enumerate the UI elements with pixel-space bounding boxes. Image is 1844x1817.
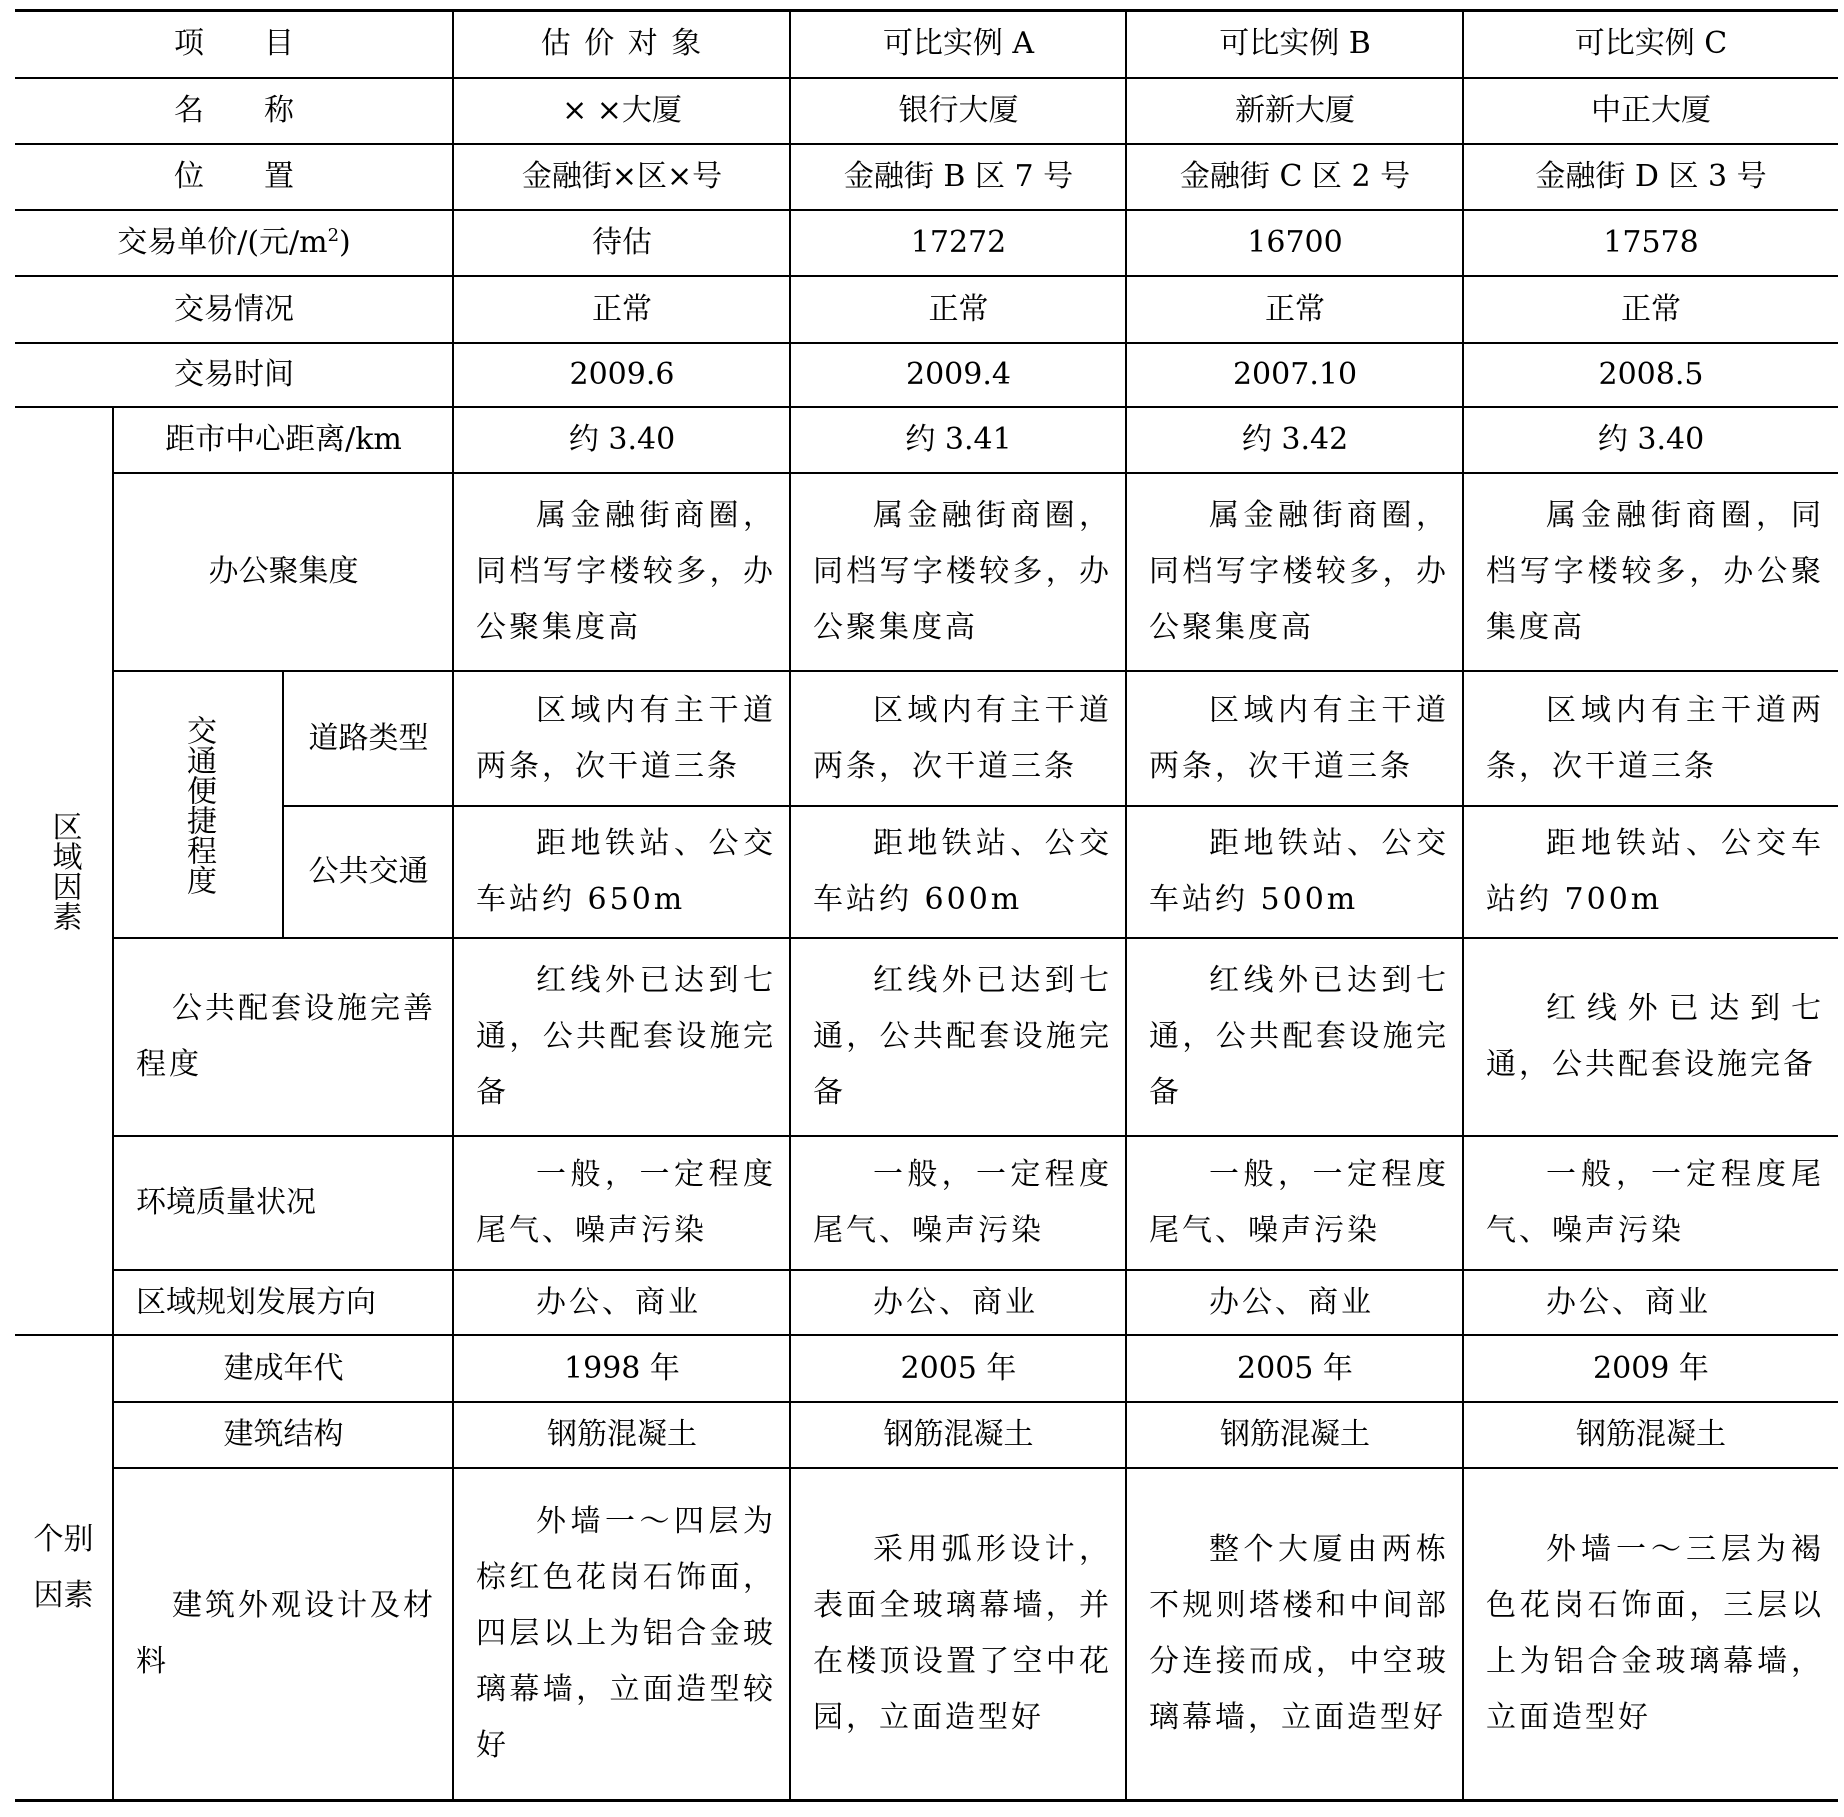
- cell-value: 2009 年: [1593, 1350, 1709, 1386]
- cell-value: 红线外已达到七通，公共配套设施完备: [1149, 963, 1449, 1110]
- cell-value: 办公、商业: [873, 1284, 1038, 1320]
- cell-value: 待估: [592, 225, 652, 260]
- category-regional-factors: [15, 408, 112, 1334]
- cell-value: 2009.6: [569, 357, 675, 392]
- cell-value: 区域内有主干道两条，次干道三条: [1149, 692, 1449, 784]
- row-label-road-type: [284, 672, 453, 805]
- row-label-distance: [114, 408, 453, 472]
- table-cell: [454, 1137, 790, 1269]
- table-cell: [454, 939, 790, 1135]
- table-cell: [1464, 1403, 1838, 1467]
- row-label: 办公聚集度: [208, 554, 359, 589]
- header-case-b-label: 可比实例 B: [1219, 26, 1371, 61]
- cell-value: 金融街 D 区 3 号: [1535, 159, 1767, 194]
- row-label-public-facilities: [114, 939, 453, 1135]
- row-label: 环境质量状况: [136, 1185, 316, 1220]
- table-cell: [791, 344, 1126, 406]
- table-cell: [1127, 474, 1463, 670]
- cell-value: 一般，一定程度尾气、噪声污染: [1486, 1157, 1824, 1248]
- cell-value: 距地铁站、公交车站约 700m: [1486, 826, 1824, 917]
- header-case-a-label: 可比实例 A: [882, 26, 1035, 61]
- cell-value: 距地铁站、公交车站约 500m: [1149, 826, 1449, 917]
- row-label-end: ): [339, 225, 351, 260]
- table-cell: [1127, 672, 1463, 805]
- superscript: 2: [327, 225, 340, 246]
- row-label: 交易情况: [174, 291, 294, 327]
- row-label: 位 置: [174, 159, 294, 194]
- header-case-c: [1464, 11, 1838, 77]
- table-cell: [1127, 1336, 1463, 1401]
- table-cell: [1127, 145, 1463, 209]
- table-cell: [454, 672, 790, 805]
- category-label-line2: 因素: [33, 1577, 94, 1613]
- table-cell: [454, 344, 790, 406]
- cell-value: 一般，一定程度尾气、噪声污染: [1149, 1157, 1449, 1248]
- table-cell: [1464, 79, 1838, 143]
- header-item-label: 项 目: [174, 26, 294, 61]
- cell-value: 属金融街商圈，同档写字楼较多，办公聚集度高: [476, 498, 776, 645]
- header-case-a: [791, 11, 1126, 77]
- table-cell: [1464, 1336, 1838, 1401]
- table-cell: [791, 277, 1126, 342]
- table-cell: [1464, 145, 1838, 209]
- table-cell: [454, 408, 790, 472]
- cell-value: 2008.5: [1598, 357, 1704, 392]
- cell-value: 约 3.41: [905, 422, 1012, 457]
- cell-value: 钢筋混凝土: [1220, 1417, 1370, 1452]
- cell-value: 中正大厦: [1591, 93, 1711, 128]
- table-cell: [1464, 474, 1838, 670]
- cell-value: 整个大厦由两栋不规则塔楼和中间部分连接而成，中空玻璃幕墙，立面造型好: [1149, 1532, 1449, 1735]
- category-label: 区域因素: [46, 811, 82, 931]
- table-cell: [1464, 1469, 1838, 1799]
- cell-value: 办公、商业: [1209, 1284, 1374, 1320]
- cell-value: 钢筋混凝土: [547, 1417, 697, 1452]
- cell-value: 属金融街商圈，同档写字楼较多，办公聚集度高: [813, 498, 1112, 645]
- table-cell: [1464, 807, 1838, 937]
- cell-value: 新新大厦: [1235, 93, 1355, 128]
- table-cell: [791, 939, 1126, 1135]
- table-bottom-border: [15, 1799, 1838, 1802]
- cell-value: 金融街 B 区 7 号: [843, 159, 1074, 194]
- row-label-year-built: [114, 1336, 453, 1401]
- cell-value: 2005 年: [1237, 1350, 1353, 1386]
- cell-value: 办公、商业: [1546, 1284, 1711, 1320]
- cell-value: 金融街×区×号: [521, 159, 723, 194]
- row-label-public-transit: [284, 807, 453, 937]
- table-cell: [1127, 1137, 1463, 1269]
- cell-value: 17272: [910, 225, 1007, 260]
- row-label: 建成年代: [223, 1350, 344, 1386]
- row-label: 建筑结构: [223, 1417, 344, 1452]
- cell-value: 17578: [1603, 225, 1699, 260]
- table-cell: [454, 1403, 790, 1467]
- cell-value: 银行大厦: [898, 93, 1019, 128]
- table-cell: [791, 1336, 1126, 1401]
- table-cell: [454, 1271, 790, 1334]
- row-label-transaction-status: [15, 277, 453, 342]
- table-cell: [1464, 211, 1838, 275]
- table-cell: [454, 474, 790, 670]
- row-label-transaction-date: [15, 344, 453, 406]
- table-cell: [1464, 672, 1838, 805]
- table-cell: [1127, 1469, 1463, 1799]
- cell-value: 正常: [1621, 291, 1681, 327]
- table-cell: [1464, 1137, 1838, 1269]
- category-individual-factors: [15, 1336, 112, 1799]
- cell-value: 办公、商业: [536, 1284, 701, 1320]
- row-label-unit-price: [15, 211, 453, 275]
- cell-value: 2009.4: [906, 357, 1011, 392]
- row-label-planning-direction: [114, 1271, 453, 1334]
- cell-value: 属金融街商圈，同档写字楼较多，办公聚集度高: [1486, 498, 1824, 645]
- row-label-location: [15, 145, 453, 209]
- cell-value: 红线外已达到七通，公共配套设施完备: [1486, 991, 1824, 1082]
- table-cell: [1127, 1403, 1463, 1467]
- table-cell: [791, 1271, 1126, 1334]
- table-cell: [1127, 1271, 1463, 1334]
- table-cell: [454, 211, 790, 275]
- table-cell: [791, 1469, 1126, 1799]
- table-cell: [454, 1336, 790, 1401]
- category-label-line1: 个别: [33, 1521, 94, 1557]
- cell-value: 正常: [592, 291, 652, 327]
- row-label: [117, 215, 351, 271]
- cell-value: 钢筋混凝土: [883, 1417, 1034, 1452]
- cell-value: 外墙一～三层为褐色花岗石饰面，三层以上为铝合金玻璃幕墙，立面造型好: [1486, 1532, 1824, 1735]
- cell-value: 红线外已达到七通，公共配套设施完备: [476, 963, 776, 1110]
- table-cell: [791, 474, 1126, 670]
- cell-value: 距地铁站、公交车站约 650m: [476, 826, 776, 917]
- table-cell: [1464, 277, 1838, 342]
- table-cell: [1464, 1271, 1838, 1334]
- cell-value: 正常: [928, 291, 989, 327]
- table-cell: [791, 145, 1126, 209]
- table-cell: [1464, 939, 1838, 1135]
- row-label: 距市中心距离/km: [165, 422, 402, 457]
- cell-value: 金融街 C 区 2 号: [1179, 159, 1411, 194]
- row-label-structure: [114, 1403, 453, 1467]
- cell-value: 2005 年: [900, 1350, 1017, 1386]
- cell-value: 外墙一～四层为棕红色花岗石饰面，四层以上为铝合金玻璃幕墙，立面造型较好: [476, 1504, 776, 1763]
- cell-value: 钢筋混凝土: [1576, 1417, 1726, 1452]
- header-subject-label: 估 价 对 象: [540, 26, 704, 61]
- table-cell: [791, 807, 1126, 937]
- table-cell: [791, 211, 1126, 275]
- cell-value: 属金融街商圈，同档写字楼较多，办公聚集度高: [1149, 498, 1449, 645]
- row-label: 道路类型: [308, 720, 429, 756]
- row-label: 交易时间: [174, 357, 294, 392]
- table-cell: [1127, 79, 1463, 143]
- cell-value: 区域内有主干道两条，次干道三条: [1486, 692, 1824, 784]
- table-cell: [1127, 408, 1463, 472]
- row-label-name: [15, 79, 453, 143]
- row-label: 公共交通: [308, 854, 429, 889]
- cell-value: 一般，一定程度尾气、噪声污染: [813, 1157, 1112, 1248]
- cell-value: × ×大厦: [562, 93, 682, 128]
- table-cell: [791, 1403, 1126, 1467]
- table-cell: [1127, 277, 1463, 342]
- cell-value: 正常: [1265, 291, 1325, 327]
- header-item: [15, 11, 453, 77]
- row-label: 公共配套设施完善程度: [136, 991, 436, 1082]
- cell-value: 16700: [1247, 225, 1343, 260]
- cell-value: 约 3.40: [1597, 422, 1705, 457]
- table-cell: [1127, 939, 1463, 1135]
- cell-value: 采用弧形设计，表面全玻璃幕墙，并在楼顶设置了空中花园，立面造型好: [813, 1532, 1112, 1735]
- table-cell: [454, 145, 790, 209]
- header-case-b: [1127, 11, 1463, 77]
- table-cell: [791, 1137, 1126, 1269]
- row-label: 建筑外观设计及材料: [136, 1588, 436, 1679]
- cell-value: 约 3.40: [568, 422, 676, 457]
- table-cell: [454, 807, 790, 937]
- cell-value: 区域内有主干道两条，次干道三条: [813, 692, 1112, 784]
- cell-value: 1998 年: [564, 1350, 680, 1386]
- table-cell: [1127, 807, 1463, 937]
- cell-value: 红线外已达到七通，公共配套设施完备: [813, 963, 1112, 1110]
- group-label: 交通便捷程度: [181, 714, 216, 895]
- row-label-exterior-design: [114, 1469, 453, 1799]
- cell-value: 距地铁站、公交车站约 600m: [813, 826, 1112, 917]
- header-subject: [454, 11, 790, 77]
- cell-value: 一般，一定程度尾气、噪声污染: [476, 1157, 776, 1248]
- row-label-text: 交易单价/(元/m: [117, 225, 328, 260]
- row-label-office-concentration: [114, 474, 453, 670]
- table-cell: [1127, 344, 1463, 406]
- table-cell: [791, 79, 1126, 143]
- group-label-transport-convenience: [114, 672, 282, 937]
- header-case-c-label: 可比实例 C: [1574, 26, 1728, 61]
- row-label: 名 称: [174, 93, 294, 128]
- row-label: 区域规划发展方向: [136, 1284, 376, 1320]
- table-cell: [454, 277, 790, 342]
- cell-value: 区域内有主干道两条，次干道三条: [476, 692, 776, 784]
- table-cell: [1464, 344, 1838, 406]
- table-cell: [1127, 211, 1463, 275]
- table-cell: [1464, 408, 1838, 472]
- cell-value: 约 3.42: [1241, 422, 1349, 457]
- table-cell: [454, 1469, 790, 1799]
- table-cell: [454, 79, 790, 143]
- table-cell: [791, 408, 1126, 472]
- row-label-environment: [114, 1137, 453, 1269]
- table-cell: [791, 672, 1126, 805]
- cell-value: 2007.10: [1232, 357, 1358, 392]
